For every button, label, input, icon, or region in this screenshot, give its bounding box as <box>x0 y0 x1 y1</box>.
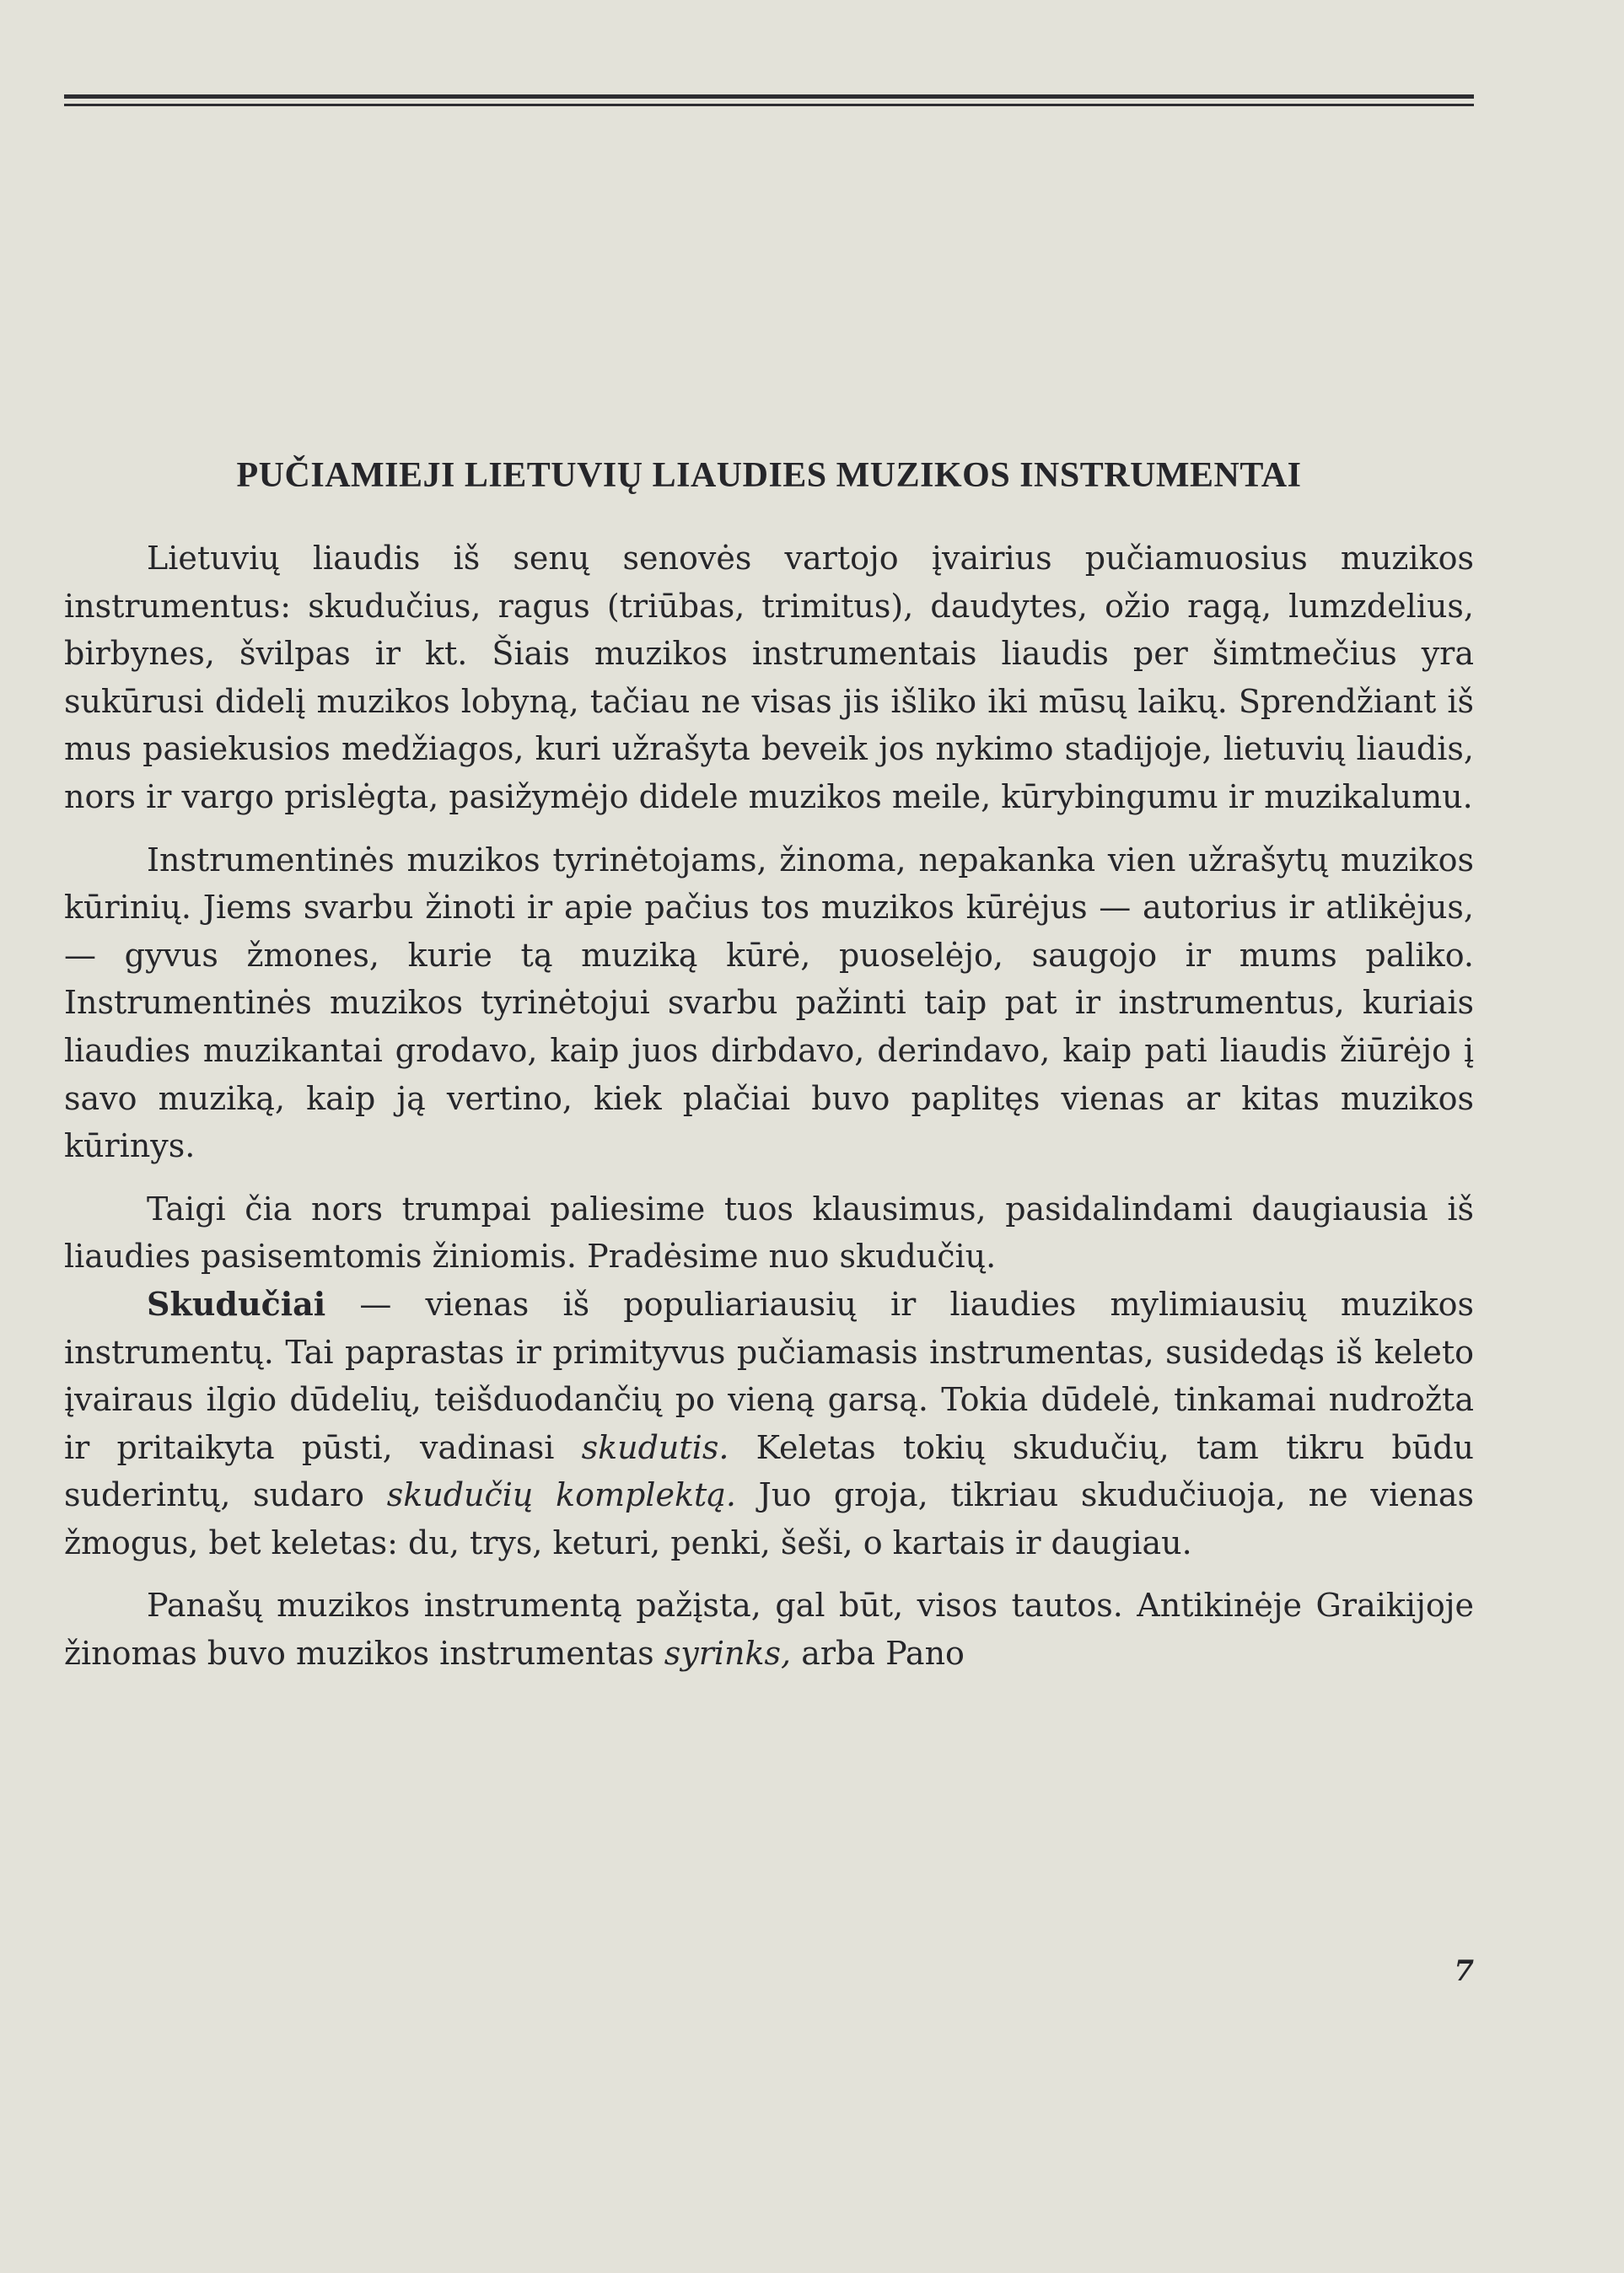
top-rule-thin <box>64 104 1474 106</box>
paragraph-4-text-c: Juo groja, tikriau skudučiuoja, ne vienas žmogus, bet keletas: du, trys, keturi, penki, šeši, o kartais ir daugiau. <box>64 1476 1474 1561</box>
paragraph-4-text-b: Keletas tokių skudučių, tam tikru būdu suderintų, sudaro <box>64 1428 1475 1514</box>
body-text <box>64 535 1474 1693</box>
paragraph-5-text-b: arba Pano <box>791 1635 965 1673</box>
paragraph-4 <box>64 1281 1474 1567</box>
chapter-heading: PUČIAMIEJI LIETUVIŲ LIAUDIES MUZIKOS INSTRUMENTAI <box>236 456 1302 495</box>
term-skudutis: skudutis. <box>581 1428 729 1466</box>
page-number: 7 <box>1454 1954 1474 1988</box>
paragraph-2: Instrumentinės muzikos tyrinėtojams, žinoma, nepakanka vien užrašytų muzikos kūrinių. Jiems svarbu žinoti ir apie pačius tos muzikos kūrėjus — autorius ir atlikėjus,— gyvus žmones, kurie tą muziką kūrė, puoselėjo, saugojo ir mums paliko. Instrumentinės muzikos tyrinėtojui svarbu pažinti taip pat ir instrumentus, kuriais liaudies muzikantai grodavo, kaip juos dirbdavo, derindavo, kaip pati liaudis žiūrėjo į savo muziką, kaip ją vertino, kiek plačiai buvo paplitęs vienas ar kitas muzikos kūrinys. <box>64 841 1474 1165</box>
paragraph-5 <box>64 1582 1474 1677</box>
paragraph-3: Taigi čia nors trumpai paliesime tuos klausimus, pasidalindami daugiausia iš liaudies pasisemtomis žiniomis. Pradėsime nuo skudučių. <box>64 1190 1474 1276</box>
paragraph-5-text-a: Panašų muzikos instrumentą pažįsta, gal būt, visos tautos. Antikinėje Graikijoje žinomas buvo muzikos instrumentas <box>64 1587 1474 1673</box>
term-skuduciu-komplekta: skudučių komplektą. <box>386 1476 736 1514</box>
paragraph-4-text-a: — vienas iš populiariausių ir liaudies mylimiausių muzikos instrumentų. Tai paprastas ir primityvus pučiamasis instrumentas, susidedąs iš keleto įvairaus ilgio dūdelių, teišduodančių po vieną garsą. Tokia dūdelė, tinkamai nudrožta ir pritaikyta pūsti, vadinasi <box>64 1285 1474 1466</box>
top-rule <box>64 94 1474 99</box>
term-skuduciai: Skudučiai <box>147 1284 326 1323</box>
term-syrinks: syrinks, <box>664 1635 792 1673</box>
paragraph-1: Lietuvių liaudis iš senų senovės vartojo įvairius pučiamuosius muzikos instrumentus: skudučius, ragus (triūbas, trimitus), daudytes, ožio ragą, lumzdelius, birbynes, švilpas ir kt. Šiais muzikos instrumentais liaudis per šimtmečius yra sukūrusi didelį muzikos lobyną, tačiau ne visas jis išliko iki mūsų laikų. Sprendžiant iš mus pasiekusios medžiagos, kuri užrašyta beveik jos nykimo stadijoje, lietuvių liaudis, nors ir vargo prislėgta, pasižymėjo didele muzikos meile, kūrybingumu ir muzikalumu. <box>64 540 1474 815</box>
